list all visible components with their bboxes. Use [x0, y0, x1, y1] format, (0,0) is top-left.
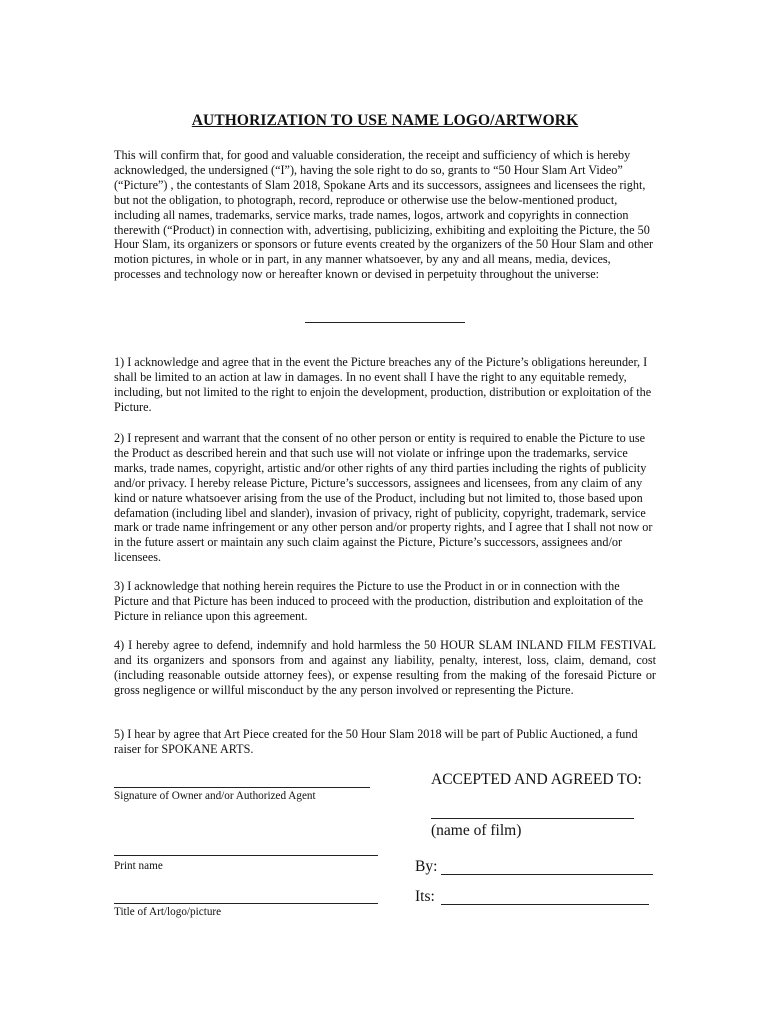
accepted-heading: ACCEPTED AND AGREED TO: — [431, 771, 642, 788]
by-signature-line[interactable] — [441, 874, 653, 875]
its-title-line[interactable] — [441, 904, 649, 905]
film-name-label: (name of film) — [431, 822, 522, 839]
film-name-line[interactable] — [431, 818, 634, 819]
blank-line-product[interactable] — [305, 322, 465, 323]
print-name-label: Print name — [114, 860, 163, 872]
document-title: AUTHORIZATION TO USE NAME LOGO/ARTWORK — [191, 112, 579, 129]
clause-1: 1) I acknowledge and agree that in the event the Picture breaches any of the Picture’s obligations hereunder, I shall be limited to an action at law in damages. In no event shall I have the right to any equitable remedy, including, but not limited to the right to enjoin the development, production, distribution or exploitation of the Picture. — [114, 355, 652, 414]
owner-signature-line[interactable] — [114, 787, 370, 788]
art-title-line[interactable] — [114, 903, 378, 904]
its-label: Its: — [415, 888, 435, 905]
by-label: By: — [415, 858, 438, 875]
clause-2: 2) I represent and warrant that the consent of no other person or entity is required to enable the Picture to use the Product as described herein and that such use will not violate or infringe upon the trademarks, service marks, trade names, copyright, artistic and/or other rights of any third parties including the rights of publicity and/or privacy. I hereby release Picture, Picture’s successors, assignees and licensees, from any claim of any kind or nature whatsoever arising from the use of the Product, including but not limited to, those based upon defamation (including libel and slander), invasion of privacy, right of publicity, copyright, trademark, service mark or trade name infringement or any other person and/or property rights, and I agree that I shall not now or in the future assert or maintain any such claim against the Picture, Picture’s successors, assignees and/or licensees. — [114, 431, 653, 565]
clause-4: 4) I hereby agree to defend, indemnify and hold harmless the 50 HOUR SLAM INLAND FILM FESTIVAL and its organizers and sponsors from and against any liability, penalty, interest, loss, claim, demand, cost (including reasonable outside attorney fees), or expense resulting from the making of the foresaid Picture or gross negligence or willful misconduct by the any person involved or representing the Picture. — [114, 638, 656, 697]
owner-signature-label: Signature of Owner and/or Authorized Agent — [114, 790, 316, 802]
intro-paragraph: This will confirm that, for good and valuable consideration, the receipt and sufficiency of which is hereby acknowledged, the undersigned (“I”), having the sole right to do so, grants to “50 Hour Slam Art Video” (“Picture”) , the contestants of Slam 2018, Spokane Arts and its successors, assignees and licensees the right, but not the obligation, to photograph, record, reproduce or otherwise use the below-mentioned product, including all names, trademarks, service marks, trade names, logos, artwork and copyrights in connection therewith (“Product) in connection with, advertising, publicizing, exhibiting and exploiting the Picture, the 50 Hour Slam, its organizers or sponsors or future events created by the organizers of the 50 Hour Slam and other motion pictures, in whole or in part, in any manner whatsoever, by any and all means, media, devices, processes and technology now or hereafter known or devised in perpetuity throughout the universe: — [114, 148, 654, 282]
clause-5: 5) I hear by agree that Art Piece created for the 50 Hour Slam 2018 will be part of Public Auctioned, a fund raiser for SPOKANE ARTS. — [114, 727, 638, 756]
art-title-label: Title of Art/logo/picture — [114, 906, 222, 918]
print-name-line[interactable] — [114, 855, 378, 856]
clause-3: 3) I acknowledge that nothing herein requires the Picture to use the Product in or in connection with the Picture and that Picture has been induced to proceed with the production, distribution and exploitation of the Picture in reliance upon this agreement. — [114, 579, 644, 623]
